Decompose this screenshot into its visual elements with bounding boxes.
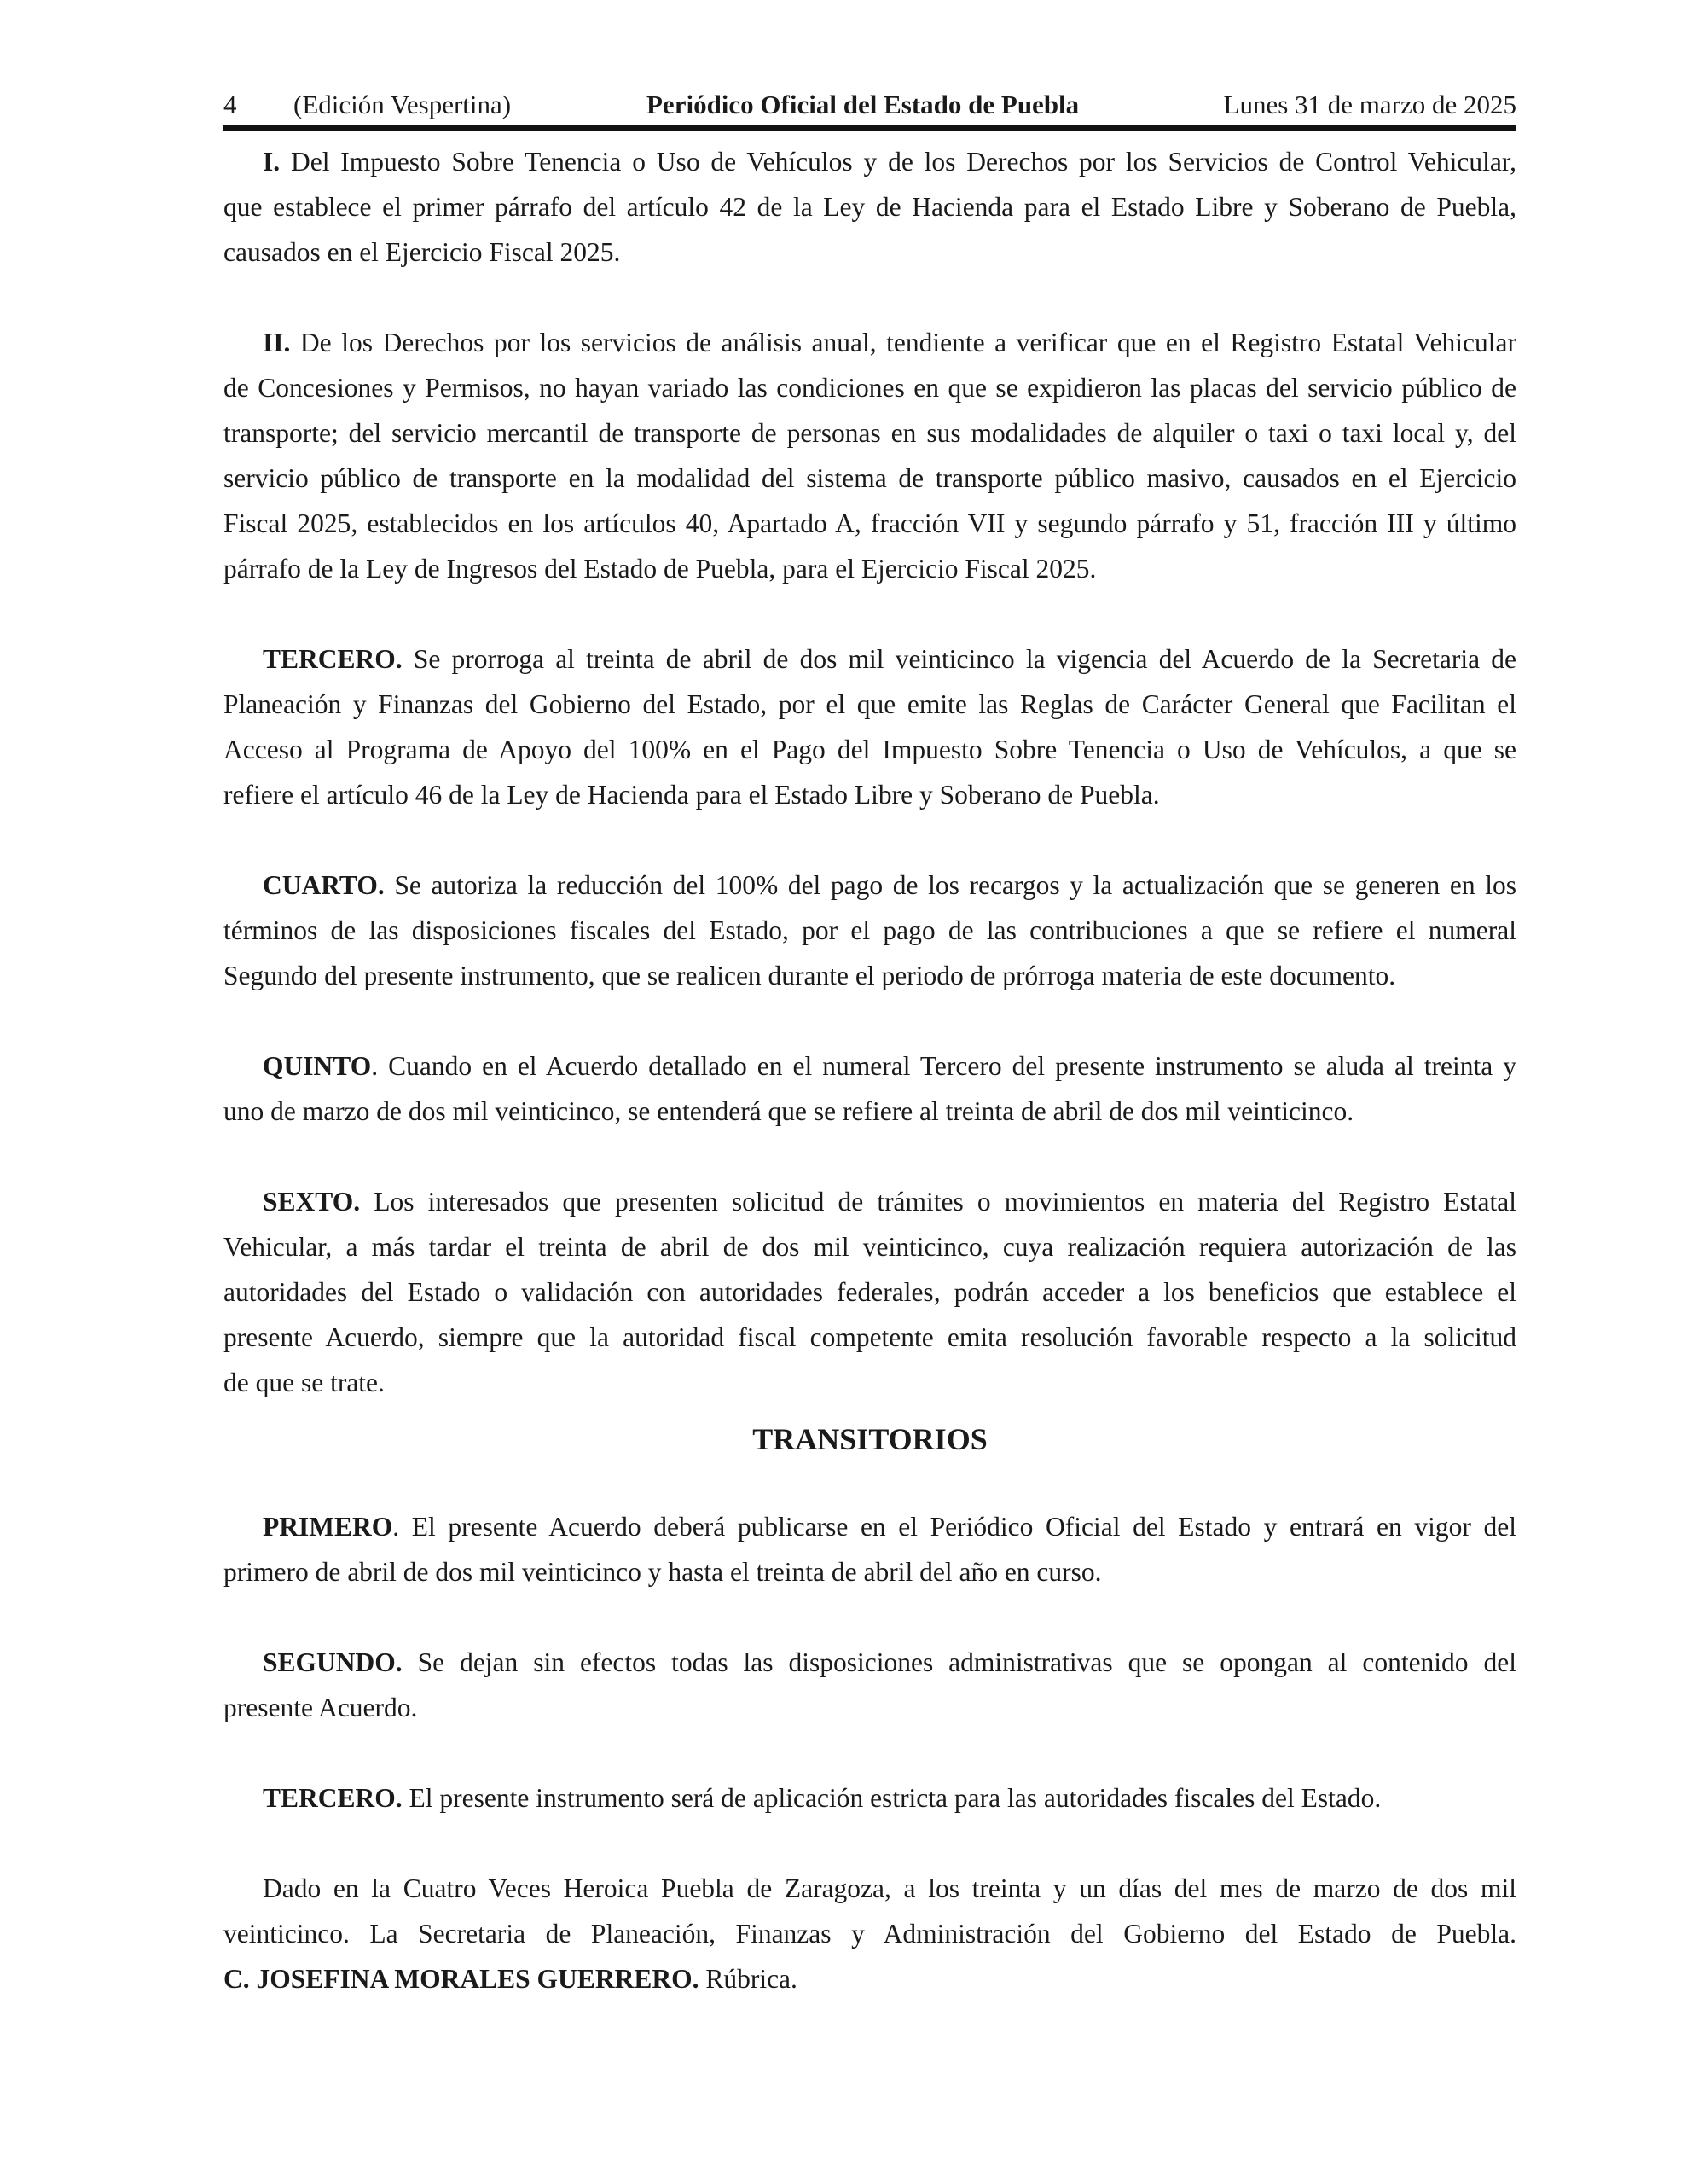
article-paragraph	[223, 1775, 1516, 1821]
text-line	[223, 1043, 1516, 1089]
text-line	[223, 1179, 1516, 1224]
text-line	[223, 1775, 1516, 1821]
publication-title: Periódico Oficial del Estado de Puebla	[646, 90, 1080, 119]
text-line	[223, 139, 1516, 184]
line-text: El presente instrumento será de aplicación estricta para las autoridades fiscales del Estado.	[402, 1783, 1382, 1813]
text-line	[223, 546, 1516, 591]
header-rule	[223, 125, 1516, 131]
text-line	[223, 1269, 1516, 1315]
paragraph-gap	[223, 1730, 1516, 1775]
line-text: presente Acuerdo, siempre que la autoridad fiscal competente emita resolución favorable respecto a la solicitud	[223, 1322, 1516, 1352]
text-line	[223, 410, 1516, 456]
closing-line: veinticinco. La Secretaria de Planeación, Finanzas y Administración del Gobierno del Estado de Puebla.	[223, 1919, 1516, 1949]
text-line	[223, 229, 1516, 275]
text-line	[223, 1549, 1516, 1594]
line-text: términos de las disposiciones fiscales del Estado, por el pago de las contribuciones a que se refiere el numeral	[223, 915, 1516, 945]
article-lead: SEGUNDO.	[263, 1647, 403, 1677]
line-text: Se dejan sin efectos todas las disposiciones administrativas que se opongan al contenido del	[402, 1647, 1516, 1677]
line-text: Se prorroga al treinta de abril de dos mil veinticinco la vigencia del Acuerdo de la Secretaria de	[402, 644, 1516, 674]
line-text: presente Acuerdo.	[223, 1693, 418, 1722]
text-line	[223, 682, 1516, 727]
signature-line	[223, 1956, 1516, 2001]
publication-date: Lunes 31 de marzo de 2025	[1223, 90, 1516, 119]
paragraph-gap	[223, 591, 1516, 636]
document-body	[223, 139, 1516, 2001]
text-line	[223, 772, 1516, 817]
text-line	[223, 1640, 1516, 1685]
line-text: Vehicular, a más tardar el treinta de abril de dos mil veinticinco, cuya realización requiera autorización de las	[223, 1232, 1516, 1262]
line-text: Fiscal 2025, establecidos en los artículos 40, Apartado A, fracción VII y segundo párrafo y 51, fracción III y último	[223, 508, 1516, 538]
line-text: refiere el artículo 46 de la Ley de Hacienda para el Estado Libre y Soberano de Puebla.	[223, 780, 1160, 810]
paragraph-gap	[223, 817, 1516, 863]
line-text: causados en el Ejercicio Fiscal 2025.	[223, 237, 621, 267]
line-text: De los Derechos por los servicios de análisis anual, tendiente a verificar que en el Registro Estatal Vehicular	[290, 328, 1516, 357]
article-lead: CUARTO.	[263, 870, 385, 900]
text-line	[223, 727, 1516, 772]
signature-note: Rúbrica.	[699, 1964, 797, 1994]
text-line	[223, 1089, 1516, 1134]
paragraph-gap	[223, 1594, 1516, 1640]
line-text: de Concesiones y Permisos, no hayan variado las condiciones en que se expidieron las placas del servicio público de	[223, 373, 1516, 403]
line-text: Acceso al Programa de Apoyo del 100% en el Pago del Impuesto Sobre Tenencia o Uso de Vehículos, a que se	[223, 735, 1516, 764]
line-text: Se autoriza la reducción del 100% del pago de los recargos y la actualización que se generen en los	[384, 870, 1516, 900]
line-text: uno de marzo de dos mil veinticinco, se entenderá que se refiere al treinta de abril de dos mil veinticinco.	[223, 1096, 1354, 1126]
line-text: párrafo de la Ley de Ingresos del Estado de Puebla, para el Ejercicio Fiscal 2025.	[223, 554, 1097, 584]
article-lead: TERCERO.	[263, 644, 403, 674]
page-header	[223, 82, 1516, 121]
line-text: Del Impuesto Sobre Tenencia o Uso de Vehículos y de los Derechos por los Servicios de Control Vehicular,	[280, 147, 1516, 177]
signatory-name: C. JOSEFINA MORALES GUERRERO.	[223, 1964, 699, 1994]
text-line	[223, 908, 1516, 953]
article-paragraph	[223, 1640, 1516, 1730]
text-line	[223, 320, 1516, 365]
closing-paragraph	[223, 1866, 1516, 2001]
article-paragraph	[223, 320, 1516, 591]
line-text: transporte; del servicio mercantil de transporte de personas en sus modalidades de alquiler o taxi o taxi local y, del	[223, 418, 1516, 448]
article-lead: TERCERO.	[263, 1783, 403, 1813]
text-line	[223, 501, 1516, 546]
article-paragraph	[223, 863, 1516, 998]
page-number: 4	[223, 90, 237, 119]
text-line	[223, 365, 1516, 410]
paragraph-gap	[223, 998, 1516, 1043]
line-text: . El presente Acuerdo deberá publicarse en el Periódico Oficial del Estado y entrará en vigor del	[392, 1512, 1516, 1542]
closing-line: Dado en la Cuatro Veces Heroica Puebla de Zaragoza, a los treinta y un días del mes de marzo de dos mil	[263, 1873, 1516, 1903]
paragraph-gap	[223, 1821, 1516, 1866]
line-text: que establece el primer párrafo del artículo 42 de la Ley de Hacienda para el Estado Libre y Soberano de Puebla,	[223, 192, 1516, 222]
text-line	[223, 636, 1516, 682]
text-line	[223, 1360, 1516, 1405]
text-line	[223, 1315, 1516, 1360]
article-lead: PRIMERO	[263, 1512, 393, 1542]
articles-section	[223, 139, 1516, 1405]
article-paragraph	[223, 1504, 1516, 1594]
line-text: primero de abril de dos mil veinticinco y hasta el treinta de abril del año en curso.	[223, 1557, 1102, 1587]
line-text: . Cuando en el Acuerdo detallado en el numeral Tercero del presente instrumento se aluda al treinta y	[371, 1051, 1516, 1081]
text-line	[223, 953, 1516, 998]
edition-label: (Edición Vespertina)	[293, 90, 512, 119]
text-line	[223, 456, 1516, 501]
article-lead: QUINTO	[263, 1051, 372, 1081]
section-title-transitorios: TRANSITORIOS	[752, 1422, 988, 1456]
line-text: de que se trate.	[223, 1368, 385, 1397]
article-paragraph	[223, 139, 1516, 275]
line-text: autoridades del Estado o validación con autoridades federales, podrán acceder a los beneficios que establece el	[223, 1277, 1516, 1307]
line-text: Segundo del presente instrumento, que se realicen durante el periodo de prórroga materia de este documento.	[223, 961, 1396, 990]
text-line	[223, 863, 1516, 908]
document-page	[223, 82, 1516, 2001]
article-lead: II.	[263, 328, 291, 357]
article-lead: I.	[263, 147, 281, 177]
text-line	[223, 1685, 1516, 1730]
paragraph-gap	[223, 1134, 1516, 1179]
text-line	[223, 184, 1516, 229]
paragraph-gap	[223, 275, 1516, 320]
article-paragraph	[223, 1179, 1516, 1405]
text-line	[223, 1504, 1516, 1549]
line-text: Planeación y Finanzas del Gobierno del Estado, por el que emite las Reglas de Carácter General que Facilitan el	[223, 689, 1516, 719]
line-text: servicio público de transporte en la modalidad del sistema de transporte público masivo, causados en el Ejercicio	[223, 463, 1516, 493]
line-text: Los interesados que presenten solicitud de trámites o movimientos en materia del Registro Estatal	[360, 1187, 1516, 1217]
text-line	[223, 1224, 1516, 1269]
transitory-articles-section	[223, 1504, 1516, 1821]
article-lead: SEXTO.	[263, 1187, 361, 1217]
article-paragraph	[223, 1043, 1516, 1134]
article-paragraph	[223, 636, 1516, 817]
